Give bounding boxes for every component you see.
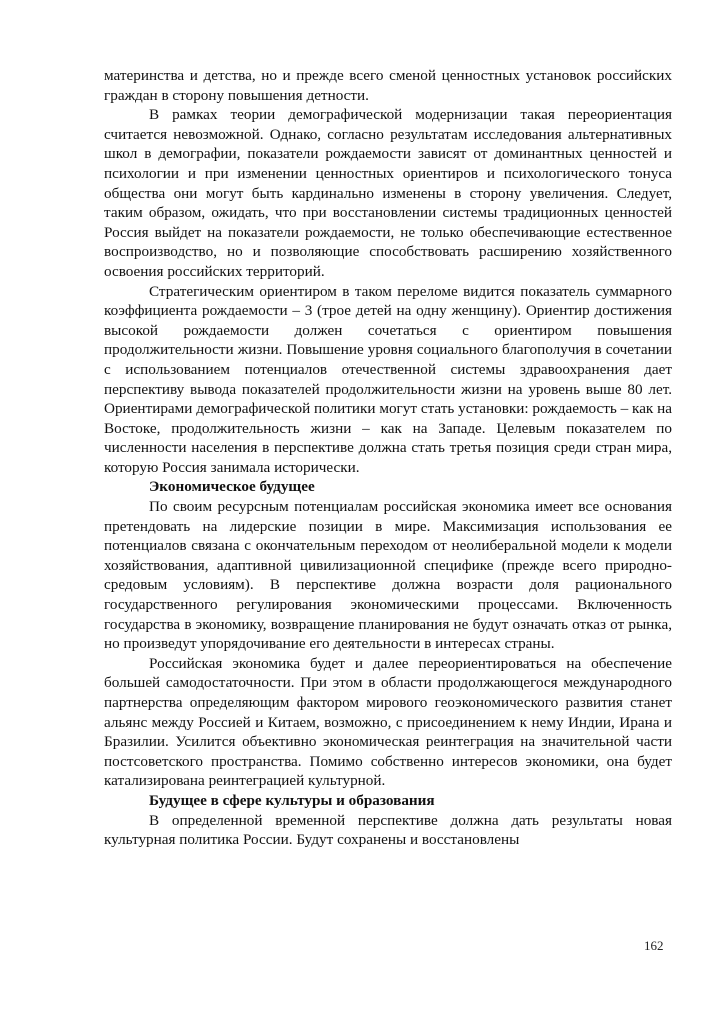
- section-heading-economic-future: Экономическое будущее: [149, 478, 315, 496]
- paragraph-strategic-target: Стратегическим ориентиром в таком переломе видится показатель суммарного коэффициента рождаемости – 3 (трое детей на одну женщину). Ориентир достижения высокой рождаемости должен сочетаться с ориентиром повышения продолжительности жизни. Повышение уровня социального благополучия в сочетании с использованием потенциалов отечественной системы здравоохранения дает перспективу вывода показателей продолжительности жизни на уровень выше 80 лет. Ориентирами демографической политики могут стать установки: рождаемость – как на Востоке, продолжительность жизни – как на Западе. Целевым показателем по численности населения в перспективе должна стать третья позиция среди стран мира, которую Россия занимала исторически.: [104, 282, 672, 476]
- section-heading-culture-education: Будущее в сфере культуры и образования: [149, 791, 435, 809]
- paragraph-resource-potential: По своим ресурсным потенциалам российская экономика имеет все основания претендовать на лидерские позиции в мире. Максимизация использования ее потенциалов связана с окончательным переходом от неолиберальной модели к модели хозяйствования, адаптивной цивилизационной специфике (прежде всего природно-средовым условиям). В перспективе должна возрасти доля рационального государственного регулирования экономическими процессами. Включенность государства в экономику, возвращение планирования не будут означать отказ от рынка, но произведут упорядочивание его деятельности в интересах страны.: [104, 498, 672, 653]
- paragraph-continuation: материнства и детства, но и прежде всего сменой ценностных установок российских граждан в сторону повышения детности.: [104, 67, 672, 104]
- paragraph-demographic-modernization: В рамках теории демографической модернизации такая переориентация считается невозможной. Однако, согласно результатам исследования альтернативных школ в демографии, показатели рождаемости зависят от доминантных ценностей и психологии и при изменении ценностных ориентиров и психологического тонуса общества они могут быть кардинально изменены в сторону увеличения. Следует, таким образом, ожидать, что при восстановлении системы традиционных ценностей Россия выйдет на показатели рождаемости, не только обеспечивающие естественное воспроизводство, но и позволяющие способствовать расширению хозяйственного освоения российских территорий.: [104, 106, 672, 280]
- paragraph-self-sufficiency: Российская экономика будет и далее переориентироваться на обеспечение большей самодостаточности. При этом в области продолжающегося международного партнерства определяющим фактором мирового геоэкономического развития станет альянс между Россией и Китаем, возможно, с присоединением к нему Индии, Ирана и Бразилии. Усилится объективно экономическая реинтеграция на значительной части постсоветского пространства. Помимо собственно интересов экономики, она будет катализирована реинтеграцией культурной.: [104, 654, 672, 790]
- document-page: [104, 66, 672, 850]
- paragraph-cultural-policy: В определенной временной перспективе должна дать результаты новая культурная политика России. Будут сохранены и восстановлены: [104, 811, 672, 849]
- page-number: 162: [644, 938, 664, 953]
